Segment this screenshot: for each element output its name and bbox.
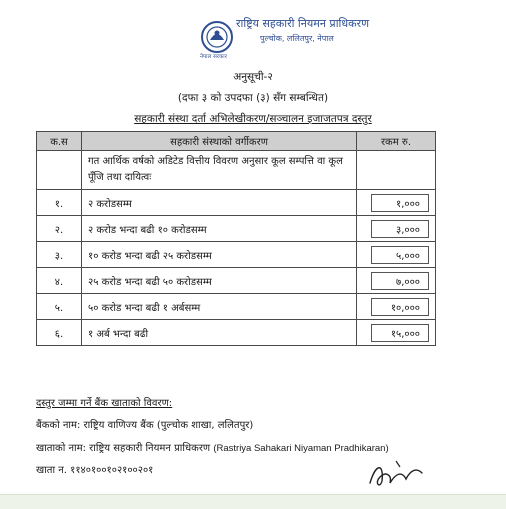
amount-value: १,००० — [371, 194, 429, 212]
letterhead — [200, 14, 380, 64]
row-serial: ४. — [37, 268, 82, 294]
table-header-row — [37, 132, 436, 151]
fee-table — [36, 131, 436, 346]
amount-value: १५,००० — [371, 324, 429, 342]
row-amount — [357, 242, 436, 268]
table-intro-row — [37, 151, 436, 190]
organization-address: पुल्चोक, ललितपुर, नेपाल — [260, 34, 334, 43]
row-amount — [357, 268, 436, 294]
emblem-logo — [200, 20, 234, 54]
row-amount — [357, 216, 436, 242]
organization-name: राष्ट्रिय सहकारी नियमन प्राधिकरण — [236, 17, 370, 30]
row-amount — [357, 294, 436, 320]
intro-serial — [37, 151, 82, 190]
row-serial: ३. — [37, 242, 82, 268]
account-number: खाता न. ११४०१००१०२१००२०१ — [36, 465, 154, 476]
row-serial: ६. — [37, 320, 82, 346]
table-row — [37, 268, 436, 294]
page-bottom-strip — [0, 494, 506, 509]
fee-heading — [0, 112, 506, 126]
table-row — [37, 320, 436, 346]
amount-value: ५,००० — [371, 246, 429, 264]
amount-value: ७,००० — [371, 272, 429, 290]
bank-name: बैंकको नाम: राष्ट्रिय वाणिज्य बैंक (पुल्चोक शाखा, ललितपुर) — [36, 420, 254, 431]
row-serial: ५. — [37, 294, 82, 320]
row-serial: १. — [37, 190, 82, 216]
logo-caption: नेपाल सरकार — [200, 54, 227, 60]
section-reference: (दफा ३ को उपदफा (३) सँग सम्बन्धित) — [177, 92, 329, 104]
row-amount — [357, 320, 436, 346]
schedule-title: अनुसूची-२ — [233, 71, 273, 83]
header-amount: रकम रु. — [357, 132, 436, 151]
row-category: ५० करोड भन्दा बढी १ अर्बसम्म — [82, 294, 357, 320]
fee-heading-text: सहकारी संस्था दर्ता अभिलेखीकरण/सञ्चालन इजाजतपत्र दस्तुर — [134, 113, 372, 125]
intro-text: गत आर्थिक वर्षको अडिटेड वित्तीय विवरण अनुसार कूल सम्पत्ति वा कूल पूँजि तथा दायित्वः — [82, 151, 357, 190]
header-serial: क.स — [37, 132, 82, 151]
row-category: २ करोड भन्दा बढी १० करोडसम्म — [82, 216, 357, 242]
row-category: १ अर्ब भन्दा बढी — [82, 320, 357, 346]
row-category: १० करोड भन्दा बढी २५ करोडसम्म — [82, 242, 357, 268]
table-row — [37, 242, 436, 268]
header-category: सहकारी संस्थाको वर्गीकरण — [82, 132, 357, 151]
table-row — [37, 190, 436, 216]
signature-mark — [366, 453, 426, 493]
account-name: खाताको नाम: राष्ट्रिय सहकारी नियमन प्राधिकरण — [36, 443, 211, 454]
account-name-latin: (Rastriya Sahakari Niyaman Pradhikaran) — [213, 443, 389, 454]
intro-amount — [357, 151, 436, 190]
account-name-line — [36, 440, 389, 454]
table-row — [37, 216, 436, 242]
amount-value: १०,००० — [371, 298, 429, 316]
amount-value: ३,००० — [371, 220, 429, 238]
row-serial: २. — [37, 216, 82, 242]
row-category: २५ करोड भन्दा बढी ५० करोडसम्म — [82, 268, 357, 294]
table-row — [37, 294, 436, 320]
bank-details-heading: दस्तुर जम्मा गर्ने बैंक खाताको विवरण: — [36, 398, 173, 409]
row-amount — [357, 190, 436, 216]
row-category: २ करोडसम्म — [82, 190, 357, 216]
